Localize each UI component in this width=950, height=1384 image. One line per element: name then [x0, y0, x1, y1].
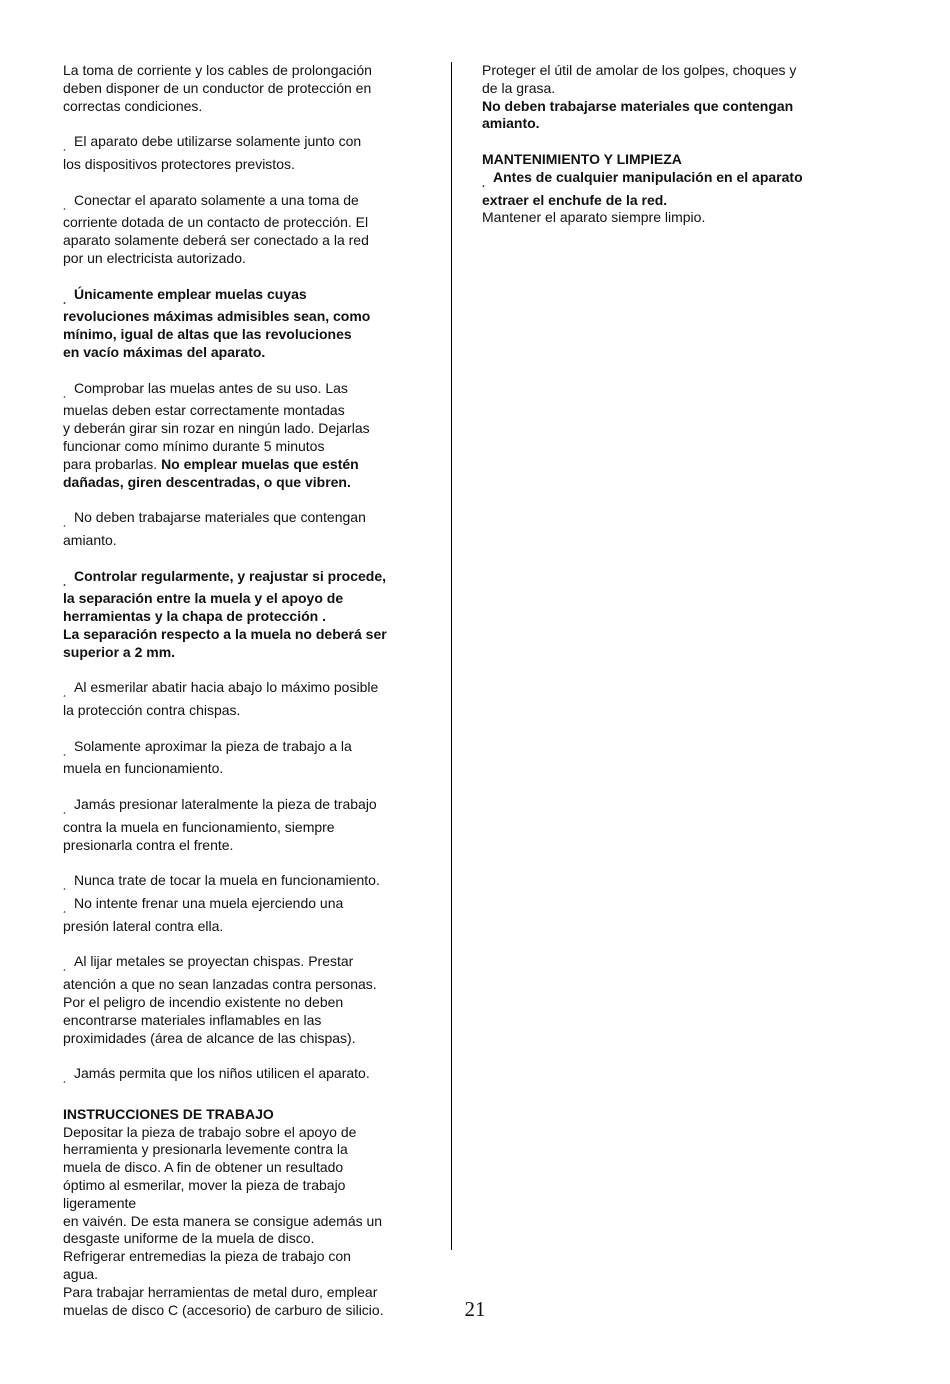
bullet-icon — [63, 877, 74, 895]
section-mantenimiento: MANTENIMIENTO Y LIMPIEZA ¸Antes de cualquier manipulación en el aparato extraer el enchufe de la red. Mantener el aparato siempre limpio. — [482, 151, 852, 227]
warning-paragraph: No deben trabajarse materiales que contengan amianto. — [482, 97, 794, 132]
page-number: 21 — [464, 1297, 486, 1321]
bullet-icon — [63, 197, 74, 215]
bullet-item: ¸Comprobar las muelas antes de su uso. Las muelas deben estar correctamente montadas y deberán girar sin rozar en ningún lado. Dejarlas funcionar como mínimo durante 5 minutos para probarlas. No emplear muelas que estén dañadas, giren descentradas, o que vibren. — [63, 380, 429, 492]
bullet-icon — [63, 801, 74, 819]
bullet-icon — [63, 900, 74, 918]
bullet-item: ¸Conectar el aparato solamente a una toma de corriente dotada de un contacto de protección. El aparato solamente deberá ser conectado a la red por un electricista autorizado. — [63, 192, 429, 268]
bullet-icon — [63, 385, 74, 403]
bullet-item: ¸El aparato debe utilizarse solamente junto con los dispositivos protectores previstos. — [63, 133, 429, 174]
section-instrucciones: INSTRUCCIONES DE TRABAJO Depositar la pieza de trabajo sobre el apoyo de herramienta y presionarla levemente contra la muela de disco. A fin de obtener un resultado óptimo al esmerilar, mover la pieza de trabajo ligeramente en vaivén. De esta manera se consigue además un desgaste uniforme de la muela de disco. Refrigerar entremedias la pieza de trabajo con agua. Para trabajar herramientas de metal duro, emplear muelas de disco C (accesorio) de carburo de silicio. — [63, 1106, 429, 1320]
bullet-item-warning: ¸Únicamente emplear muelas cuyas revoluciones máximas admisibles sean, como mínimo, igual de altas que las revoluciones en vacío máximas del aparato. — [63, 286, 429, 362]
bullet-item: ¸Al lijar metales se proyectan chispas. Prestar atención a que no sean lanzadas contra personas. Por el peligro de incendio existente no deben encontrarse materiales inflamables en las proximidades (área de alcance de las chispas). — [63, 953, 429, 1047]
bullet-item: ¸No deben trabajarse materiales que contengan amianto. — [63, 509, 429, 550]
bullet-icon — [63, 743, 74, 761]
bullet-icon — [63, 573, 74, 591]
bullet-icon — [63, 1070, 74, 1088]
paragraph: La toma de corriente y los cables de prolongación deben disponer de un conductor de protección en correctas condiciones. — [63, 62, 372, 114]
bullet-item: ¸Jamás presionar lateralmente la pieza de trabajo contra la muela en funcionamiento, siempre presionarla contra el frente. — [63, 796, 429, 854]
bullet-icon — [63, 138, 74, 156]
bullet-item: ¸Jamás permita que los niños utilicen el aparato. — [63, 1065, 429, 1088]
bullet-item: ¸Solamente aproximar la pieza de trabajo a la muela en funcionamiento. — [63, 738, 429, 779]
paragraph: Proteger el útil de amolar de los golpes, choques y de la grasa. — [482, 62, 797, 96]
section-heading: INSTRUCCIONES DE TRABAJO — [63, 1105, 274, 1122]
bullet-item: ¸Nunca trate de tocar la muela en funcionamiento. — [63, 872, 429, 895]
left-column — [63, 62, 429, 1319]
bullet-icon — [63, 291, 74, 309]
section-heading: MANTENIMIENTO Y LIMPIEZA — [482, 150, 682, 167]
bullet-item-warning: ¸Controlar regularmente, y reajustar si procede, la separación entre la muela y el apoyo de herramientas y la chapa de protección . La separación respecto a la muela no deberá ser superior a 2 mm. — [63, 568, 429, 662]
bullet-icon — [63, 684, 74, 702]
bullet-icon — [63, 958, 74, 976]
bullet-item: ¸Al esmerilar abatir hacia abajo lo máximo posible la protección contra chispas. — [63, 679, 429, 720]
bullet-item: ¸No intente frenar una muela ejerciendo una presión lateral contra ella. — [63, 895, 429, 936]
bullet-icon — [63, 514, 74, 532]
column-divider — [451, 62, 452, 1250]
right-column — [482, 62, 852, 227]
bullet-icon — [482, 174, 493, 192]
